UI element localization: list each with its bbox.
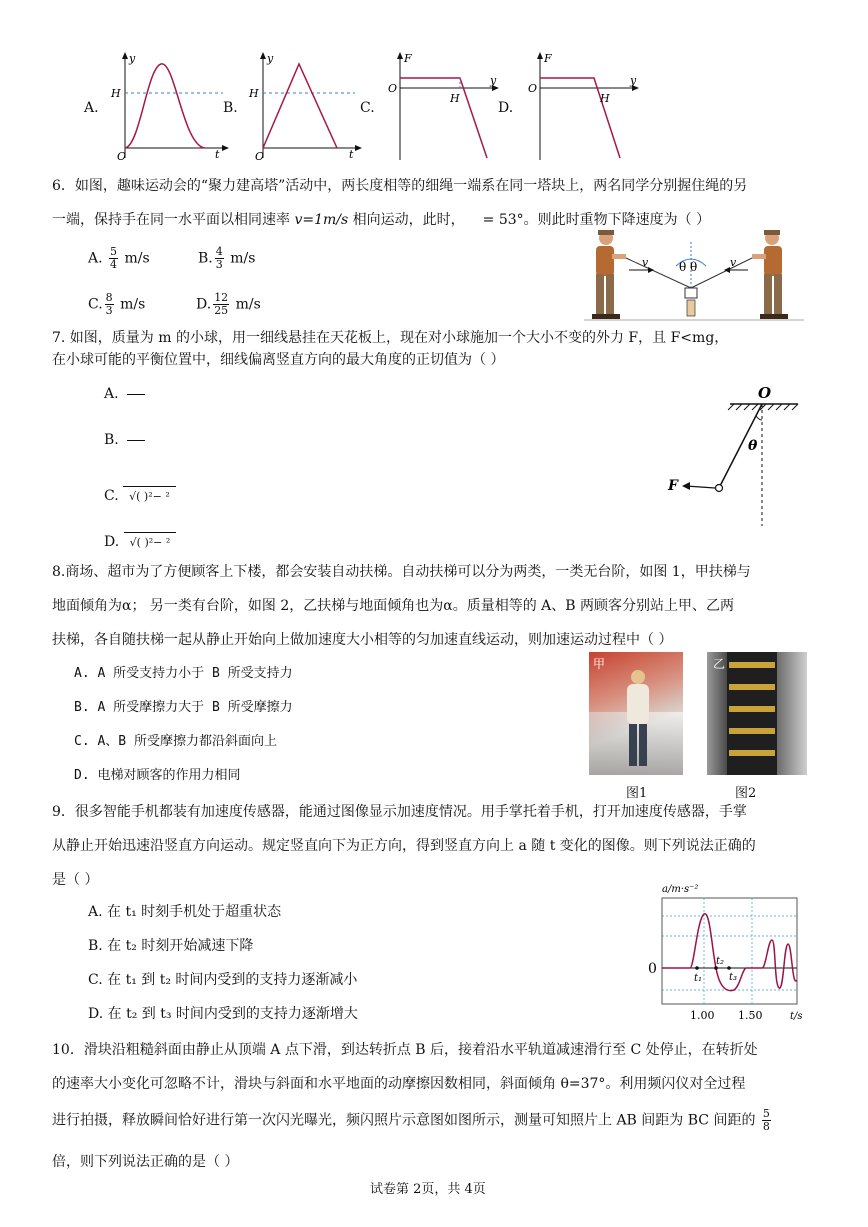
q5-graph-b xyxy=(243,48,368,166)
q6-option-b-fraction: $\frac{4}{3}$ xyxy=(215,245,223,271)
q8-figure-2-photo xyxy=(707,652,807,775)
q7-stem-line-2: 在小球可能的平衡位置中，细线偏离竖直方向的最大角度的正切值为（ ） xyxy=(52,352,505,368)
q9-acceleration-graph xyxy=(642,880,812,1026)
q5-graph-c xyxy=(380,48,505,166)
q6-option-b[interactable] xyxy=(198,246,255,271)
q7-fig-origin-label: O xyxy=(758,384,772,402)
q6-option-b-unit: m/s xyxy=(230,250,256,267)
q7-fig-theta: θ xyxy=(748,438,758,454)
q5b-x-axis: t xyxy=(349,148,354,161)
q7-fig-ball xyxy=(716,485,723,492)
q5c-origin: O xyxy=(388,82,398,95)
q5a-y-axis: y xyxy=(129,52,136,65)
q9-option-d[interactable]: D. 在 t₂ 到 t₃ 时间内受到的支持力逐渐增大 xyxy=(88,1006,358,1022)
q10-stem-line-1: 10．滑块沿粗糙斜面由静止从顶端 A 点下滑，到达转折点 B 后，接着沿水平轨道减速滑行至 C 处停止，在转折处 xyxy=(52,1042,758,1058)
q8-option-d[interactable]: D. 电梯对顾客的作用力相同 xyxy=(74,768,241,783)
q9-graph-zero: 0 xyxy=(648,961,657,977)
q6-option-a-fraction: $\frac{5}{4}$ xyxy=(110,245,118,271)
q6-option-c-unit: m/s xyxy=(120,296,146,313)
q9-stem-line-2: 从静止开始迅速沿竖直方向运动。规定竖直向下为正方向，得到竖直方向上 a 随 t 变化的图像。则下列说法正确的 xyxy=(52,838,756,854)
q8-figure-2-tag: 乙 xyxy=(713,657,726,671)
q8-option-a[interactable]: A. A 所受支持力小于 B 所受支持力 xyxy=(74,666,293,681)
q10-ratio-fraction: $\frac{5}{8}$ xyxy=(762,1107,770,1133)
q9-graph-tick-1: 1.00 xyxy=(690,1009,715,1022)
q8-figure-1-photo xyxy=(589,652,683,775)
q9-graph-t1: t₁ xyxy=(694,973,703,984)
q5a-origin: O xyxy=(117,150,127,163)
q6-option-a[interactable] xyxy=(88,246,150,271)
q5-option-a-label: A. xyxy=(84,100,99,116)
q6-stem-part-b: 相向运动，此时， xyxy=(348,212,465,228)
q9-option-c[interactable]: C. 在 t₁ 到 t₂ 时间内受到的支持力逐渐减小 xyxy=(88,972,358,988)
q6-left-person-icon xyxy=(592,230,626,319)
q6-option-d-label: D. xyxy=(196,296,212,313)
q7-option-d-label: D. xyxy=(104,534,120,550)
q10-stem-line-4: 倍，则下列说法正确的是（ ） xyxy=(52,1154,239,1170)
q7-option-b[interactable] xyxy=(104,430,145,450)
q6-stem-line-1: 6．如图，趣味运动会的“聚力建高塔”活动中，两长度相等的细绳一端系在同一塔块上，两名同学分别握住绳的另 xyxy=(52,178,748,194)
q6-speed: v=1m/s xyxy=(294,212,349,228)
q5-option-b-label: B. xyxy=(223,100,238,116)
q8-stem-line-2: 地面倾角为α； 另一类有台阶，如图 2，乙扶梯与地面倾角也为α。质量相等的 A、B 两顾客分别站上甲、乙两 xyxy=(52,598,735,614)
q8-figure-1-caption: 图1 xyxy=(626,786,648,801)
q8-stem-line-1: 8.商场、超市为了方便顾客上下楼，都会安装自动扶梯。自动扶梯可以分为两类，一类无台阶，如图 1，甲扶梯与 xyxy=(52,564,751,580)
q6-fig-theta: θ θ xyxy=(679,260,698,274)
q9-graph-xlabel: t/s xyxy=(790,1011,803,1022)
q9-option-a[interactable]: A. 在 t₁ 时刻手机处于超重状态 xyxy=(88,904,282,920)
q5-option-d-label: D. xyxy=(498,100,514,116)
q5c-level: H xyxy=(450,92,460,105)
page-footer: 试卷第 2页，共 4页 xyxy=(370,1182,486,1197)
q6-option-d-unit: m/s xyxy=(235,296,261,313)
q5b-origin: O xyxy=(255,150,265,163)
q6-stem-part-a: 一端，保持手在同一水平面以相同速率 xyxy=(52,212,295,228)
q6-option-a-unit: m/s xyxy=(124,250,150,267)
q5-graph-row xyxy=(0,40,868,170)
q8-stem-line-3: 扶梯，各自随扶梯一起从静止开始向上做加速度大小相等的匀加速直线运动，则加速运动过程中（ ） xyxy=(52,632,673,648)
q6-option-c-fraction: $\frac{8}{3}$ xyxy=(105,291,113,317)
q5b-y-axis: y xyxy=(267,52,274,65)
q6-option-c-label: C. xyxy=(88,296,103,313)
q8-option-c[interactable]: C. A、B 所受摩擦力都沿斜面向上 xyxy=(74,734,277,749)
q5a-level: H xyxy=(111,87,121,100)
q7-option-d-expression: √( )²− ² xyxy=(124,532,177,553)
q6-fig-v-right: v xyxy=(730,256,737,269)
q9-graph-ylabel: a/m·s⁻² xyxy=(662,884,699,895)
q5d-y-axis: F xyxy=(544,52,552,65)
q7-option-a-label: A. xyxy=(104,386,119,402)
q5c-x-axis: y xyxy=(490,74,497,87)
q7-stem-line-1: 7. 如图，质量为 m 的小球，用一细线悬挂在天花板上，现在对小球施加一个大小不变的外力 F，且 F<mg， xyxy=(52,330,729,346)
q6-figure xyxy=(584,226,804,324)
q5a-x-axis: t xyxy=(215,148,220,161)
q6-fig-v-left: v xyxy=(642,256,649,269)
q5d-x-axis: y xyxy=(630,74,637,87)
q9-graph-t3: t₃ xyxy=(729,972,738,983)
q7-option-c-expression: √( )²− ² xyxy=(123,486,176,507)
q6-option-c[interactable] xyxy=(88,292,145,317)
q5-graph-d xyxy=(520,48,645,166)
q7-option-b-label: B. xyxy=(104,432,119,448)
q7-option-c[interactable] xyxy=(104,476,176,507)
q10-stem-line-3 xyxy=(52,1108,773,1133)
q8-option-b[interactable]: B. A 所受摩擦力大于 B 所受摩擦力 xyxy=(74,700,293,715)
q6-right-person-icon xyxy=(752,230,788,319)
q7-option-c-label: C. xyxy=(104,488,119,504)
q6-stem-part-c: = 53°。则此时重物下降速度为（ ） xyxy=(482,212,711,228)
q7-figure xyxy=(662,380,802,530)
q5c-y-axis: F xyxy=(404,52,412,65)
q6-option-d[interactable] xyxy=(196,292,261,317)
q8-figure-1-tag: 甲 xyxy=(593,657,606,671)
q9-graph-tick-2: 1.50 xyxy=(738,1009,763,1022)
q9-option-b[interactable]: B. 在 t₂ 时刻开始减速下降 xyxy=(88,938,254,954)
q9-graph-t2: t₂ xyxy=(716,956,725,967)
q6-option-b-label: B. xyxy=(198,250,213,267)
q7-option-d[interactable] xyxy=(104,522,176,553)
q9-stem-line-1: 9．很多智能手机都装有加速度传感器，能通过图像显示加速度情况。用手掌托着手机，打开加速度传感器，手掌 xyxy=(52,804,747,820)
q5b-level: H xyxy=(249,87,259,100)
q7-option-a[interactable] xyxy=(104,384,145,404)
q9-stem-line-3: 是（ ） xyxy=(52,872,99,888)
q6-option-a-label: A. xyxy=(88,250,103,267)
q10-stem-line-2: 的速率大小变化可忽略不计，滑块与斜面和水平地面的动摩擦因数相同，斜面倾角 θ=37°。利用频闪仪对全过程 xyxy=(52,1076,746,1092)
q10-stem-line-3-text: 进行拍摄，释放瞬间恰好进行第一次闪光曝光，频闪照片示意图如图所示，测量可知照片上 AB 间距为 BC 间距的 xyxy=(52,1112,756,1129)
q8-figure-2-caption: 图2 xyxy=(735,786,757,801)
q6-option-d-fraction: $\frac{12}{25}$ xyxy=(214,291,229,317)
q5-graph-a xyxy=(105,48,230,166)
q5d-origin: O xyxy=(528,82,538,95)
q5-option-c-label: C. xyxy=(360,100,375,116)
q5d-level: H xyxy=(600,92,610,105)
q7-fig-force: F xyxy=(668,478,678,494)
